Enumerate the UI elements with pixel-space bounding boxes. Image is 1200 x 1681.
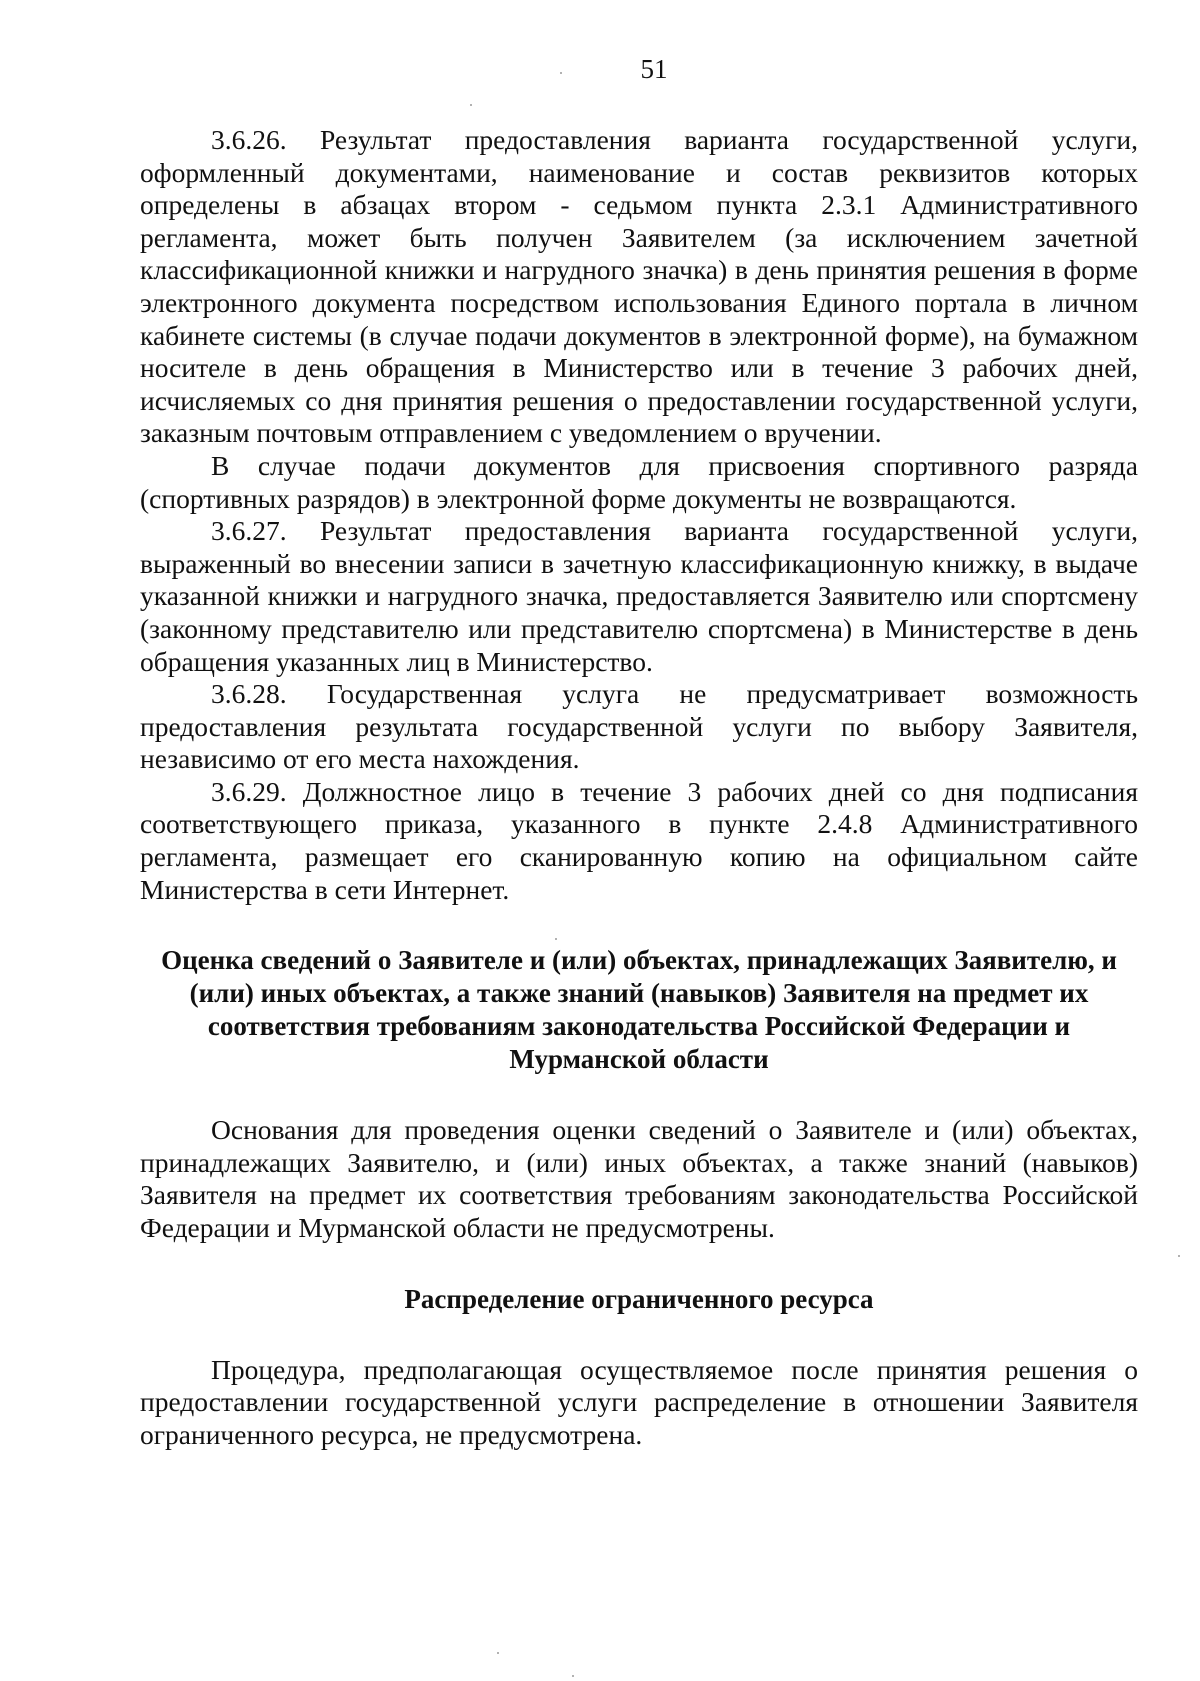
scan-speck bbox=[572, 1675, 574, 1677]
section-result-delivery bbox=[140, 124, 1138, 906]
scan-speck bbox=[560, 72, 562, 74]
page-number: 51 bbox=[640, 54, 668, 84]
paragraph-electronic-docs: В случае подачи документов для присвоения спортивного разряда (спортивных разрядов) в электронной форме документы не возвращаются. bbox=[140, 449, 1138, 514]
scan-speck bbox=[1178, 1255, 1180, 1257]
paragraph-limited-resource: Процедура, предполагающая осуществляемое после принятия решения о предоставлении государственной услуги распределение в отношении Заявителя ограниченного ресурса, не предусмотрена. bbox=[140, 1353, 1138, 1450]
scan-speck bbox=[497, 1652, 499, 1654]
heading-limited-resource: Распределение ограниченного ресурса bbox=[404, 1283, 874, 1314]
scan-speck bbox=[555, 938, 557, 940]
paragraph-3-6-28: 3.6.28. Государственная услуга не предусматривает возможность предоставления результата государственной услуги по выбору Заявителя, независимо от его места нахождения. bbox=[140, 678, 1138, 775]
scan-speck bbox=[470, 104, 472, 106]
paragraph-3-6-27: 3.6.27. Результат предоставления варианта государственной услуги, выраженный во внесении записи в зачетную классификационную книжку, в выдаче указанной книжки и нагрудного значка, предоставляется Заявителю или спортсмену (законному представителю или представителю спортсмена) в Министерстве в день обращения указанных лиц в Министерство. bbox=[140, 515, 1138, 677]
paragraph-3-6-26: 3.6.26. Результат предоставления варианта государственной услуги, оформленный документами, наименование и состав реквизитов которых определены в абзацах втором - седьмом пункта 2.3.1 Административного регламента, может быть получен Заявителем (за исключением зачетной классификационной книжки и нагрудного значка) в день принятия решения в форме электронного документа посредством использования Единого портала в личном кабинете системы (в случае подачи документов в электронной форме), на бумажном носителе в день обращения в Министерство или в течение 3 рабочих дней, исчисляемых со дня принятия решения о предоставлении государственной услуги, заказным почтовым отправлением с уведомлением о вручении. bbox=[140, 124, 1138, 449]
paragraph-assessment: Основания для проведения оценки сведений о Заявителе и (или) объектах, принадлежащих Заявителю, и (или) иных объектах, а также знаний (навыков) Заявителя на предмет их соответствия требованиям законодательства Российской Федерации и Мурманской области не предусмотрены. bbox=[140, 1114, 1138, 1244]
paragraph-3-6-29: 3.6.29. Должностное лицо в течение 3 рабочих дней со дня подписания соответствующего приказа, указанного в пункте 2.4.8 Административного регламента, размещает его сканированную копию на официальном сайте Министерства в сети Интернет. bbox=[140, 775, 1138, 905]
heading-assessment: Оценка сведений о Заявителе и (или) объектах, принадлежащих Заявителю, и (или) иных объектах, а также знаний (навыков) Заявителя на предмет их соответствия требованиям законодательства Российской Федерации и Мурманской области bbox=[161, 945, 1117, 1075]
